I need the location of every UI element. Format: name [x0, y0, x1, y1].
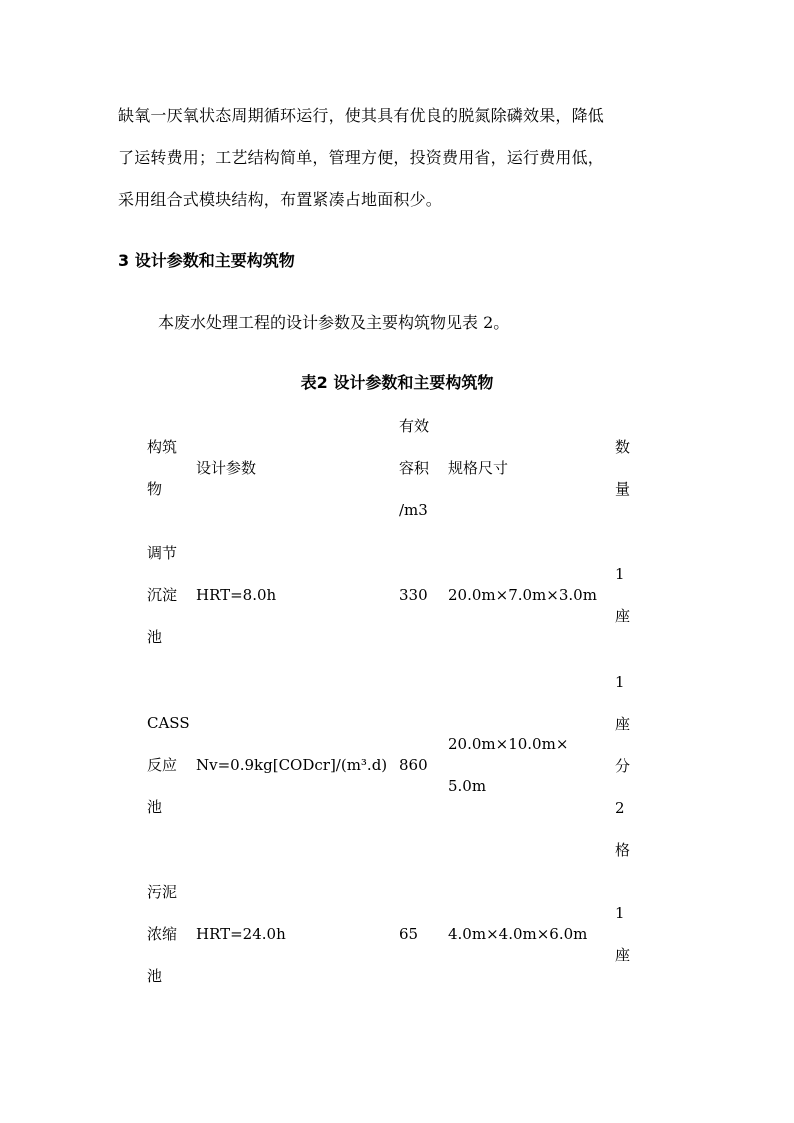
row-structure-line: 池 — [147, 798, 163, 816]
row-count — [615, 892, 630, 976]
row-structure — [147, 532, 177, 658]
header-params: 设计参数 — [196, 459, 257, 477]
row-count-line: 1 — [615, 904, 625, 922]
header-volume-line: /m3 — [399, 501, 428, 519]
header-count-line: 数 — [615, 438, 631, 456]
header-volume-line: 容积 — [399, 459, 430, 477]
row-structure-line: 污泥 — [147, 883, 178, 901]
row-size — [448, 723, 568, 807]
row-count-line: 分 — [615, 757, 631, 775]
section-heading: 3 设计参数和主要构筑物 — [118, 251, 295, 270]
row-count-line: 座 — [615, 607, 631, 625]
paragraph-line-3: 采用组合式模块结构，布置紧凑占地面积少。 — [118, 190, 443, 209]
header-volume-line: 有效 — [399, 417, 430, 435]
row-structure — [147, 702, 190, 828]
header-count — [615, 426, 630, 510]
header-structure-line: 物 — [147, 480, 163, 498]
row-count-line: 座 — [615, 715, 631, 733]
row-structure-line: 调节 — [147, 544, 178, 562]
row-volume: 330 — [399, 586, 428, 604]
row-size — [448, 574, 597, 616]
row-structure-line: CASS — [147, 714, 190, 732]
header-structure-line: 构筑 — [147, 438, 178, 456]
row-volume: 65 — [399, 925, 419, 943]
header-structure — [147, 426, 177, 510]
paragraph-line-2: 了运转费用；工艺结构简单，管理方便，投资费用省，运行费用低， — [118, 148, 605, 167]
row-count-line: 2 — [615, 799, 625, 817]
header-count-line: 量 — [615, 480, 631, 498]
row-volume: 860 — [399, 756, 428, 774]
header-size: 规格尺寸 — [448, 459, 509, 477]
row-size-line: 4.0m×4.0m×6.0m — [448, 925, 588, 943]
row-size — [448, 913, 587, 955]
row-count — [615, 553, 630, 637]
row-count-line: 1 — [615, 673, 625, 691]
row-structure-line: 浓缩 — [147, 925, 178, 943]
row-size-line: 20.0m×10.0m× — [448, 735, 569, 753]
row-structure — [147, 871, 177, 997]
section-intro: 本废水处理工程的设计参数及主要构筑物见表 2。 — [158, 313, 510, 332]
row-params: HRT=8.0h — [196, 586, 277, 604]
row-count — [615, 661, 630, 871]
row-params: Nv=0.9kg[CODcr]/(m³.d) — [196, 756, 388, 774]
row-structure-line: 沉淀 — [147, 586, 178, 604]
row-structure-line: 池 — [147, 967, 163, 985]
table-caption: 表2 设计参数和主要构筑物 — [300, 373, 494, 392]
row-structure-line: 反应 — [147, 756, 178, 774]
row-structure-line: 池 — [147, 628, 163, 646]
row-count-line: 座 — [615, 946, 631, 964]
row-count-line: 格 — [615, 841, 631, 859]
paragraph-line-1: 缺氧一厌氧状态周期循环运行，使其具有优良的脱氮除磷效果，降低 — [118, 106, 605, 125]
row-size-line: 20.0m×7.0m×3.0m — [448, 586, 597, 604]
row-params: HRT=24.0h — [196, 925, 286, 943]
header-volume — [399, 405, 429, 531]
row-size-line: 5.0m — [448, 777, 487, 795]
row-count-line: 1 — [615, 565, 625, 583]
